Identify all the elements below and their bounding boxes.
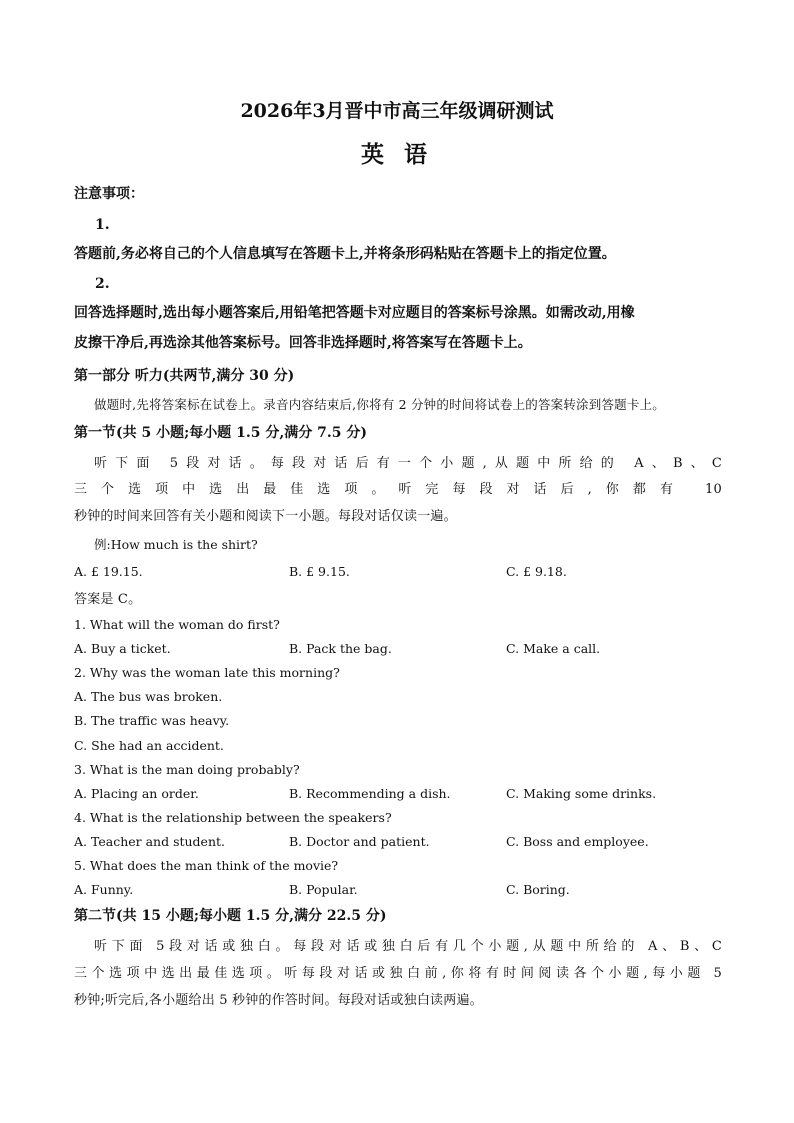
subject-title: 英 语 — [360, 141, 433, 168]
question-2-option-b: B. The traffic was heavy. — [74, 713, 230, 728]
section1-instruction-line1: 听下面 5段对话。每段对话后有一个小题,从题中所给的 A、B、C — [94, 456, 722, 471]
question-3-option-a: A. Placing an order. — [74, 786, 199, 801]
example-option-a: A. £ 19.15. — [74, 564, 143, 579]
notice-item2-line2: 皮擦干净后,再选涂其他答案标号。回答非选择题时,将答案写在答题卡上。 — [74, 335, 532, 351]
notice-item2-line1: 回答选择题时,选出每小题答案后,用铅笔把答题卡对应题目的答案标号涂黑。如需改动,用橡 — [74, 305, 635, 321]
example-option-c: C. £ 9.18. — [506, 564, 567, 579]
notice-item2-number: 2. — [95, 276, 110, 292]
question-3-stem: 3. What is the man doing probably? — [74, 762, 300, 777]
section1-instruction-line3: 秒钟的时间来回答有关小题和阅读下一小题。每段对话仅读一遍。 — [74, 509, 457, 524]
question-1-option-a: A. Buy a ticket. — [74, 641, 171, 656]
example-answer: 答案是 C。 — [74, 592, 142, 607]
exam-title: 2026年3月晋中市高三年级调研测试 — [240, 100, 554, 122]
question-4-option-a: A. Teacher and student. — [74, 834, 226, 849]
question-4-option-b: B. Doctor and patient. — [289, 834, 430, 849]
question-5-option-a: A. Funny. — [74, 882, 134, 897]
notice-item1-text: 答题前,务必将自己的个人信息填写在答题卡上,并将条形码粘贴在答题卡上的指定位置。 — [74, 246, 616, 262]
question-1-option-b: B. Pack the bag. — [289, 641, 392, 656]
part1-instruction: 做题时,先将答案标在试卷上。录音内容结束后,你将有 2 分钟的时间将试卷上的答案转涂到答题卡上。 — [94, 397, 665, 412]
question-3-option-c: C. Making some drinks. — [506, 786, 657, 801]
question-4-stem: 4. What is the relationship between the speakers? — [74, 810, 392, 825]
example-option-b: B. £ 9.15. — [289, 564, 350, 579]
question-5-option-b: B. Popular. — [289, 882, 358, 897]
part1-heading: 第一部分 听力(共两节,满分 30 分) — [74, 368, 295, 384]
question-1-option-c: C. Make a call. — [506, 641, 601, 656]
question-3-option-b: B. Recommending a dish. — [289, 786, 451, 801]
example-question: 例:How much is the shirt? — [94, 537, 258, 552]
section2-instruction-line3: 秒钟;听完后,各小题给出 5 秒钟的作答时间。每段对话或独白读两遍。 — [74, 993, 483, 1008]
notice-item1-number: 1. — [95, 217, 110, 233]
question-4-option-c: C. Boss and employee. — [506, 834, 649, 849]
question-5-stem: 5. What does the man think of the movie? — [74, 858, 339, 873]
question-2-option-c: C. She had an accident. — [74, 738, 224, 753]
section2-instruction-line2: 三个选项中选出最佳选项。听每段对话或独白前,你将有时间阅读各个小题,每小题 5 — [74, 966, 722, 981]
section1-instruction-line2: 三个选项中选出最佳选项。听完每段对话后,你都有 10 — [74, 482, 722, 497]
section2-heading: 第二节(共 15 小题;每小题 1.5 分,满分 22.5 分) — [74, 908, 387, 924]
notice-heading: 注意事项： — [74, 186, 144, 202]
section2-instruction-line1: 听下面 5段对话或独白。每段对话或独白后有几个小题,从题中所给的 A、B、C — [94, 939, 722, 954]
section1-heading: 第一节(共 5 小题;每小题 1.5 分,满分 7.5 分) — [74, 425, 367, 441]
question-1-stem: 1. What will the woman do first? — [74, 617, 280, 632]
question-2-option-a: A. The bus was broken. — [74, 689, 223, 704]
question-2-stem: 2. Why was the woman late this morning? — [74, 665, 340, 680]
question-5-option-c: C. Boring. — [506, 882, 570, 897]
